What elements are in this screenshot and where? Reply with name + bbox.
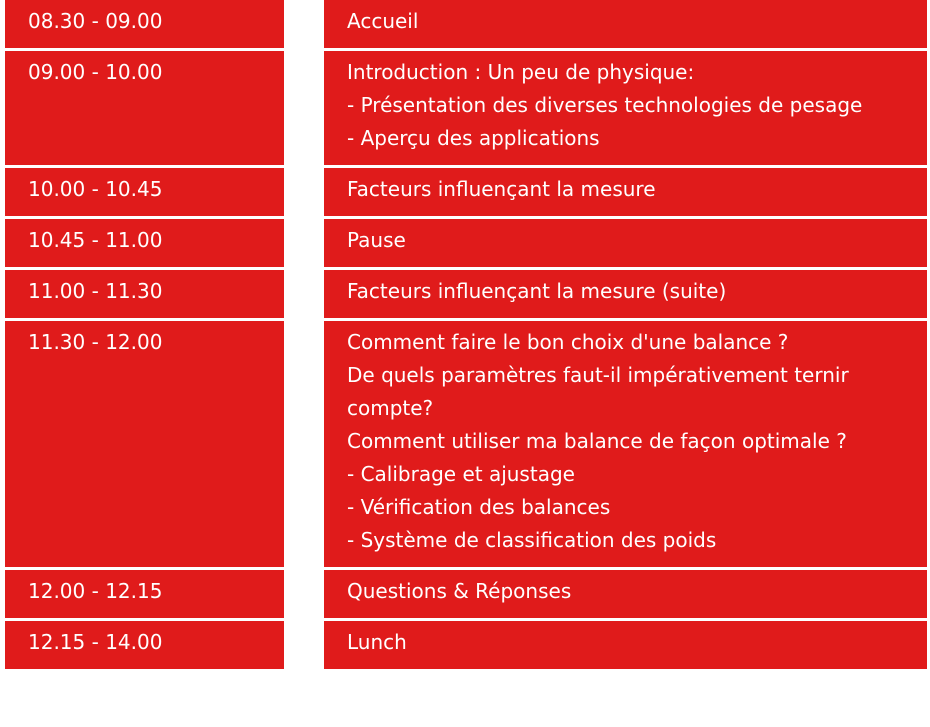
session-line: Facteurs influençant la mesure (347, 177, 656, 201)
session-description (324, 321, 927, 567)
time-slot-text: 10.45 - 11.00 (28, 228, 163, 252)
time-slot (5, 168, 284, 216)
session-line: Comment faire le bon choix d'une balance ? (347, 330, 789, 354)
time-slot-text: 08.30 - 09.00 (28, 9, 163, 33)
time-slot-text: 11.30 - 12.00 (28, 330, 163, 354)
session-line: - Vérification des balances (347, 495, 611, 519)
schedule-row (0, 51, 930, 165)
time-slot-text: 10.00 - 10.45 (28, 177, 163, 201)
time-slot (5, 621, 284, 669)
time-slot-text: 12.15 - 14.00 (28, 630, 163, 654)
session-description (324, 570, 927, 618)
time-slot (5, 570, 284, 618)
time-slot (5, 321, 284, 567)
session-line: Comment utiliser ma balance de façon optimale ? (347, 429, 847, 453)
time-slot-text: 09.00 - 10.00 (28, 60, 163, 84)
schedule-row (0, 219, 930, 267)
session-line: Pause (347, 228, 406, 252)
time-slot-text: 12.00 - 12.15 (28, 579, 163, 603)
time-slot (5, 219, 284, 267)
schedule-row (0, 321, 930, 567)
session-line: - Système de classification des poids (347, 528, 717, 552)
session-line: - Présentation des diverses technologies de pesage (347, 93, 863, 117)
session-line: - Calibrage et ajustage (347, 462, 575, 486)
session-line: Facteurs influençant la mesure (suite) (347, 279, 727, 303)
session-line: Questions & Réponses (347, 579, 572, 603)
time-slot (5, 51, 284, 165)
session-description (324, 0, 927, 48)
session-line: Lunch (347, 630, 407, 654)
session-description (324, 621, 927, 669)
session-line: Introduction : Un peu de physique: (347, 60, 695, 84)
schedule-row (0, 0, 930, 48)
session-line: compte? (347, 396, 434, 420)
session-description (324, 168, 927, 216)
session-line: Accueil (347, 9, 419, 33)
schedule-row (0, 621, 930, 669)
time-slot (5, 270, 284, 318)
schedule-row (0, 570, 930, 618)
session-description (324, 51, 927, 165)
schedule-row (0, 168, 930, 216)
time-slot (5, 0, 284, 48)
session-description (324, 219, 927, 267)
time-slot-text: 11.00 - 11.30 (28, 279, 163, 303)
schedule-row (0, 270, 930, 318)
session-line: De quels paramètres faut-il impérativement ternir (347, 363, 849, 387)
session-line: - Aperçu des applications (347, 126, 600, 150)
session-description (324, 270, 927, 318)
